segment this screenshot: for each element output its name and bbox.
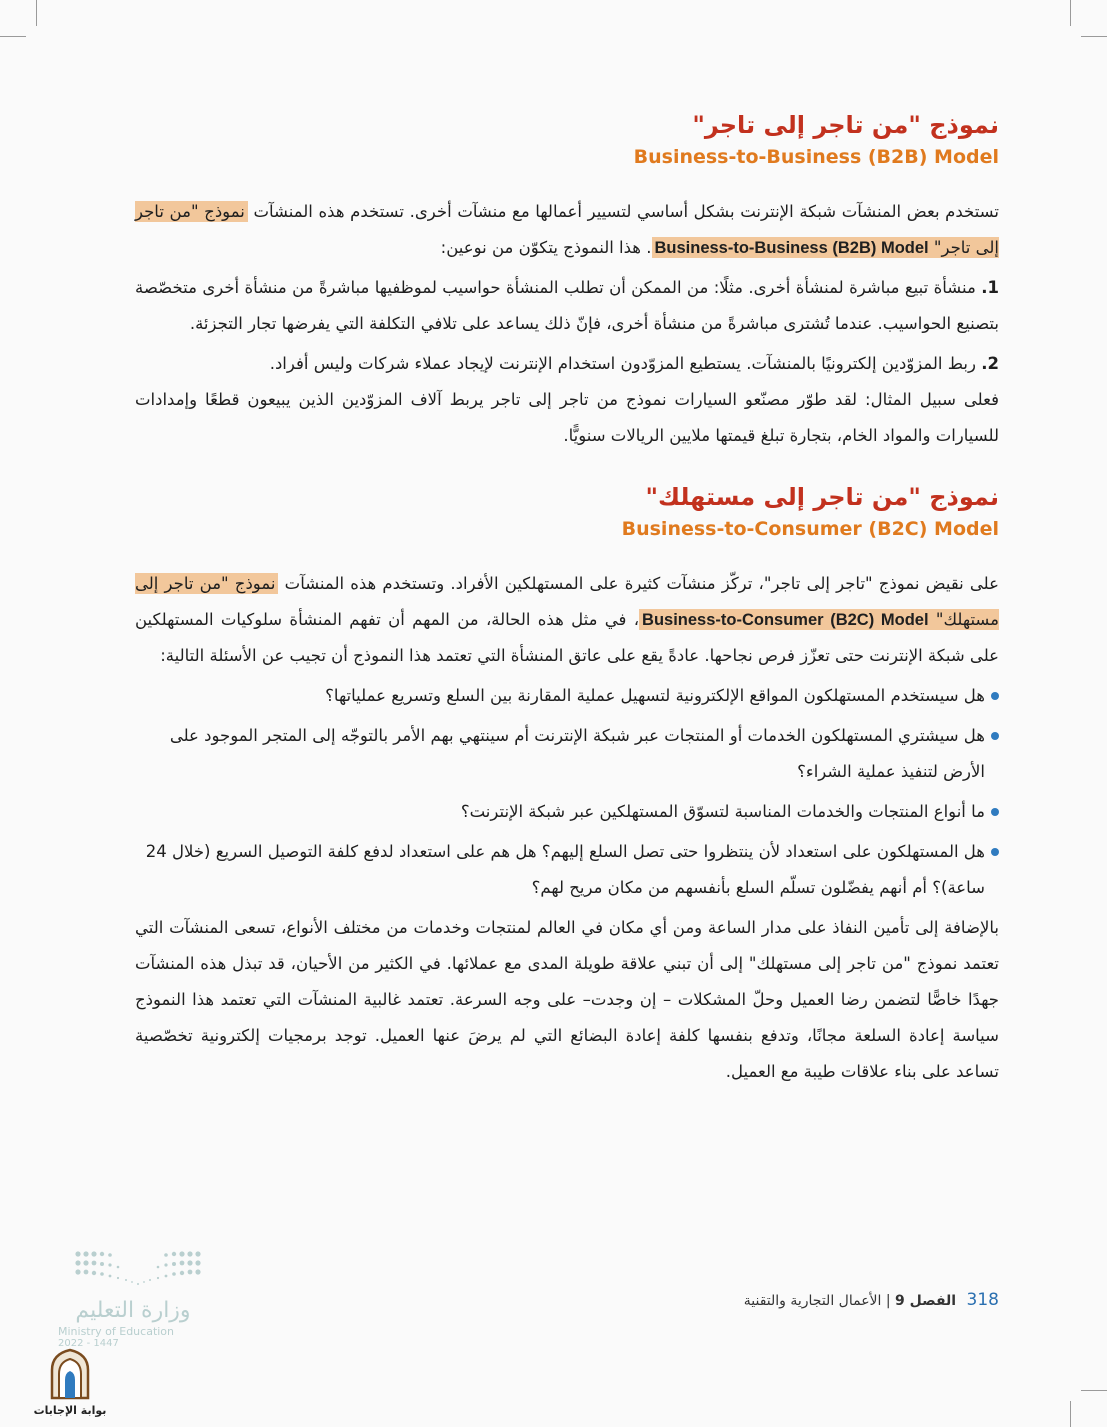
b2b-intro-paragraph [135, 194, 999, 266]
b2b-intro-after: . هذا النموذج يتكوّن من نوعين: [440, 238, 652, 257]
crop-mark [0, 36, 26, 37]
ministry-name-ar: وزارة التعليم [75, 1298, 191, 1323]
b2b-highlight-en: Business-to-Business (B2B) Model [654, 239, 929, 257]
book-title: الأعمال التجارية والتقنية [743, 1293, 882, 1309]
b2b-item-2-continuation: فعلى سبيل المثال: لقد طوّر مصنّعو السيارات نموذج من تاجر إلى تاجر يربط آلاف المزوّدين الذين يبيعون قطعًا وإمدادات للسيارات والمواد الخام، بتجارة تبلغ قيمتها ملايين الريالات سنويًّا. [135, 390, 999, 445]
item-text: ربط المزوّدين إلكترونيًا بالمنشآت. يستطيع المزوّدون استخدام الإنترنت لإيجاد عملاء شركات وليس أفراد. [269, 354, 976, 373]
item-number: 1. [981, 278, 1000, 297]
list-item: هل سيشتري المستهلكون الخدمات أو المنتجات عبر شبكة الإنترنت أم سينتهي بهم الأمر بالتوجّه إلى المتجر الموجود على الأرض لتنفيذ عملية الشراء؟ [135, 718, 999, 790]
page-footer [744, 1290, 999, 1310]
b2c-intro-before: على نقيض نموذج "تاجر إلى تاجر"، تركّز منشآت كثيرة على المستهلكين الأفراد. وتستخدم هذه المنشآت [284, 574, 999, 593]
list-item: هل المستهلكون على استعداد لأن ينتظروا حتى تصل السلع إليهم؟ هل هم على استعداد لدفع كلفة التوصيل السريع (خلال 24 ساعة)؟ أم أنهم يفضّلون تسلّم السلع بأنفسهم من مكان مريح لهم؟ [135, 834, 999, 906]
b2c-highlight-en: Business-to-Consumer (B2C) Model [642, 611, 929, 629]
mosque-gate-icon [48, 1348, 92, 1400]
b2c-intro-paragraph [135, 566, 999, 674]
ministry-year: 2022 - 1447 [58, 1338, 119, 1349]
b2c-highlight-ar: نموذج "من تاجر إلى مستهلك" [135, 574, 999, 629]
badge-label: بوابة الإجابات [33, 1404, 107, 1417]
section-title-b2b-en: Business-to-Business (B2B) Model [633, 146, 999, 168]
page-content [135, 108, 999, 1090]
ministry-logo [58, 1246, 208, 1349]
b2b-item-2 [135, 346, 999, 382]
chapter-label: الفصل 9 [895, 1293, 957, 1309]
crop-mark [1070, 0, 1071, 26]
crop-mark [1081, 1390, 1107, 1391]
b2b-item-1 [135, 270, 999, 342]
b2b-highlight-ar: نموذج "من تاجر إلى تاجر" [135, 202, 999, 257]
item-text: منشأة تبيع مباشرة لمنشأة أخرى. مثلًا: من الممكن أن تطلب المنشأة حواسيب لموظفيها مباشرةً من منشأة أخرى متخصّصة بتصنيع الحواسيب. عندما تُشترى مباشرةً من منشأة أخرى، فإنّ ذلك يساعد على تلافي التكلفة التي يفرضها تجار التجزئة. [135, 278, 999, 333]
b2b-intro-before: تستخدم بعض المنشآت شبكة الإنترنت بشكل أساسي لتسيير أعمالها مع منشآت أخرى. تستخدم هذه المنشآت [253, 202, 999, 221]
crop-mark [1081, 36, 1107, 37]
ministry-logo-dots-icon [68, 1246, 208, 1290]
b2c-questions-list [135, 678, 999, 906]
b2c-intro-after: ، في مثل هذه الحالة، من المهم أن تفهم المنشأة سلوكيات المستهلكين على شبكة الإنترنت حتى تعزّز فرص نجاحها. عادةً يقع على عاتق المنشأة التي تعتمد هذا النموذج أن تجيب عن الأسئلة التالية: [135, 610, 999, 665]
section-title-b2b-ar: نموذج "من تاجر إلى تاجر" [692, 111, 999, 139]
item-number: 2. [981, 354, 999, 373]
list-item: هل سيستخدم المستهلكون المواقع الإلكترونية لتسهيل عملية المقارنة بين السلع وتسريع عملياتها؟ [135, 678, 999, 714]
crop-mark [1070, 1401, 1071, 1427]
section-title-b2c-ar: نموذج "من تاجر إلى مستهلك" [645, 483, 999, 511]
answers-portal-badge [30, 1348, 110, 1417]
ministry-name-en: Ministry of Education [58, 1325, 175, 1338]
section-b2c [135, 480, 999, 1090]
page-number: 318 [966, 1290, 999, 1310]
list-item: ما أنواع المنتجات والخدمات المناسبة لتسوّق المستهلكين عبر شبكة الإنترنت؟ [135, 794, 999, 830]
crop-mark [36, 0, 37, 26]
b2c-closing-paragraph: بالإضافة إلى تأمين النفاذ على مدار الساعة ومن أي مكان في العالم لمنتجات وخدمات من مختلف الأنواع، تسعى المنشآت التي تعتمد نموذج "من تاجر إلى مستهلك" إلى أن تبني علاقة طويلة المدى مع عملائها. في الكثير من الأحيان، قد تبذل هذه المنشآت جهدًا خاصًّا لتضمن رضا العميل وحلّ المشكلات – إن وجدت– على وجه السرعة. تعتمد غالبية المنشآت التي تعتمد هذا النموذج سياسة إعادة السلعة مجانًا، وتدفع بنفسها كلفة إعادة البضائع التي لم يرضَ عنها العميل. توجد برمجيات إلكترونية تخصّصية تساعد على بناء علاقات طيبة مع العميل. [135, 918, 999, 1081]
footer-separator: | [885, 1293, 891, 1309]
section-title-b2c-en: Business-to-Consumer (B2C) Model [621, 518, 999, 540]
